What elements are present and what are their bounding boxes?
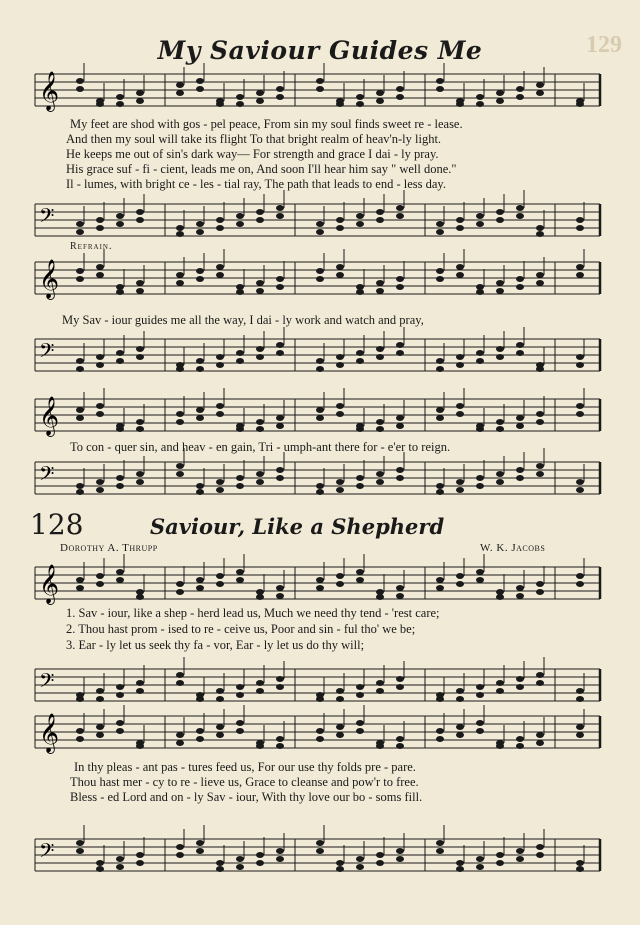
music-staff-treble <box>35 70 600 110</box>
svg-text:𝄞: 𝄞 <box>39 396 60 436</box>
hymn-title: My Saviour Guides Me <box>157 36 483 65</box>
music-staff-treble <box>35 712 600 752</box>
svg-text:𝄢: 𝄢 <box>39 669 55 697</box>
verse-line: Thou hast mer - cy to re - lieve us, Grace to cleanse and pow'r to free. <box>70 775 419 789</box>
verse-line: In thy pleas - ant pas - tures feed us, For our use thy folds pre - pare. <box>74 760 416 774</box>
verse-line: 2. Thou hast prom - ised to re - ceive us, Poor and sin - ful tho' we be; <box>66 622 416 636</box>
verse-line: My feet are shod with gos - pel peace, From sin my soul finds sweet re - lease. <box>70 117 463 131</box>
svg-text:𝄢: 𝄢 <box>39 839 55 867</box>
music-staff-bass <box>35 835 600 875</box>
verse-line: And then my soul will take its flight To that bright realm of heav'n-ly light. <box>66 132 442 146</box>
verse-line: He keeps me out of sin's dark way— For strength and grace I dai - ly pray. <box>66 147 439 161</box>
svg-text:𝄢: 𝄢 <box>39 462 55 490</box>
page-number: 129 <box>586 32 622 58</box>
svg-text:𝄞: 𝄞 <box>39 71 60 111</box>
svg-text:𝄞: 𝄞 <box>39 259 60 299</box>
music-staff-treble <box>35 395 600 435</box>
music-staff-bass <box>35 335 600 375</box>
music-staff-treble <box>35 258 600 298</box>
music-staff-bass <box>35 458 600 498</box>
music-staff-bass <box>35 200 600 240</box>
svg-text:𝄞: 𝄞 <box>39 564 60 604</box>
author-credit: Dorothy A. Thrupp <box>60 542 158 554</box>
verse-line: 3. Ear - ly let us seek thy fa - vor, Ear - ly let us do thy will; <box>66 638 365 652</box>
svg-text:𝄢: 𝄢 <box>39 339 55 367</box>
music-staff-bass <box>35 665 600 705</box>
verse-line: Bless - ed Lord and on - ly Sav - iour, With thy love our bo - soms fill. <box>70 790 423 804</box>
refrain-line: To con - quer sin, and heav - en gain, Tri - umph-ant there for - e'er to reign. <box>70 440 451 454</box>
refrain-label: Refrain. <box>70 241 113 252</box>
composer-credit: W. K. Jacobs <box>480 542 546 554</box>
svg-text:𝄞: 𝄞 <box>39 713 60 753</box>
refrain-line: My Sav - iour guides me all the way, I dai - ly work and watch and pray, <box>62 313 424 327</box>
hymn-number: 128 <box>30 508 84 541</box>
svg-text:𝄢: 𝄢 <box>39 204 55 232</box>
verse-line: Il - lumes, with bright ce - les - tial ray, The path that leads to end - less day. <box>66 177 446 191</box>
verse-line: His grace suf - fi - cient, leads me on, And soon I'll hear him say " well done." <box>66 162 457 176</box>
verse-line: 1. Sav - iour, like a shep - herd lead us, Much we need thy tend - 'rest care; <box>66 606 440 620</box>
hymn-title: Saviour, Like a Shepherd <box>150 514 445 539</box>
music-staff-treble <box>35 563 600 603</box>
